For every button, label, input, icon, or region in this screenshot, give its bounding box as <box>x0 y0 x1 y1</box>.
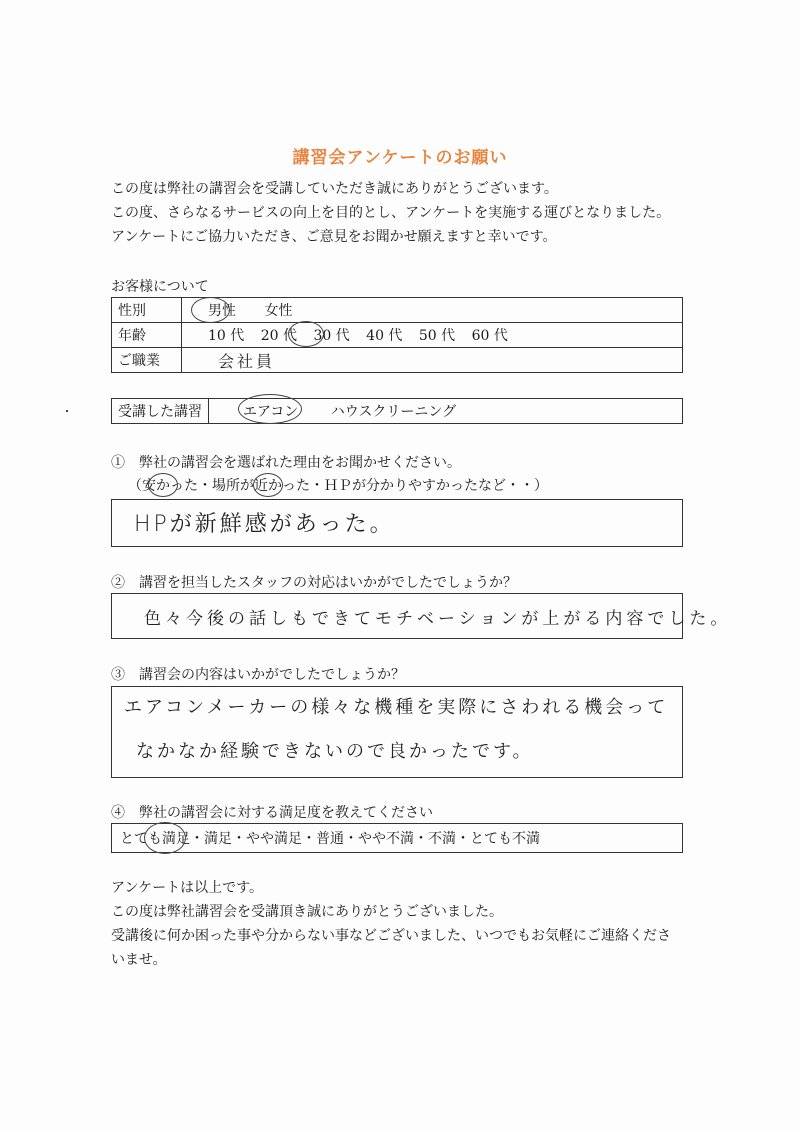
selected-age-circle <box>288 321 324 347</box>
q4-options-box[interactable] <box>111 823 683 853</box>
closing-line: 受講後に何か困った事や分からない事などございました、いつでもお気軽にご連絡くださ <box>111 928 671 944</box>
closing-line: アンケートは以上です。 <box>111 880 264 896</box>
closing-line: この度は弊社講習会を受講頂き誠にありがとうございました。 <box>111 904 503 920</box>
closing-text <box>111 876 711 972</box>
q2-question: ② 講習を担当したスタッフの対応はいかがでしたでしょうか？ <box>111 575 517 591</box>
customer-heading: お客様について <box>111 279 209 295</box>
age-option[interactable]: 10 代 <box>208 328 245 344</box>
gender-options[interactable] <box>182 298 683 323</box>
age-option[interactable]: 60 代 <box>471 328 508 344</box>
intro-line: この度は弊社の講習会を受講していただき誠にありがとうございます。 <box>111 181 558 197</box>
age-options[interactable] <box>182 323 683 348</box>
selected-gender-circle <box>191 297 230 323</box>
q4-options[interactable]: とても満足・満足・やや満足・普通・やや不満・不満・とても不満 <box>120 831 540 847</box>
course-option[interactable]: ハウスクリーニング <box>330 404 457 420</box>
q1-answer-box[interactable] <box>111 499 683 547</box>
age-option[interactable]: 30 代 <box>313 328 350 344</box>
page-title: 講習会アンケートのお願い <box>292 148 508 168</box>
age-option[interactable]: 50 代 <box>418 328 456 344</box>
q3-question: ③ 講習会の内容はいかがでしたでしょうか？ <box>111 667 405 683</box>
q3-answer-line: エアコンメーカーの様々な機種を実際にさわれる機会って <box>124 697 669 718</box>
job-label: ご職業 <box>112 348 182 373</box>
job-answer-cell[interactable] <box>182 348 683 373</box>
q3-answer-line: なかなか経験できないので良かったです。 <box>136 741 534 762</box>
intro-line: この度、さらなるサービスの向上を目的とし、アンケートを実施する運びとなりました。 <box>111 205 671 221</box>
course-table <box>111 398 683 424</box>
gender-option[interactable]: 男性 <box>208 303 236 319</box>
course-label: 受講した講習 <box>112 399 209 424</box>
gender-option[interactable]: 女性 <box>264 303 293 319</box>
age-label: 年齢 <box>112 323 182 348</box>
closing-line: いませ。 <box>111 952 167 968</box>
q3-answer-box[interactable] <box>111 686 683 778</box>
q2-answer: 色々今後の話しもできてモチベーションが上がる内容でした。 <box>144 609 732 629</box>
job-answer: 会社員 <box>218 351 276 371</box>
hint-circle <box>253 473 283 497</box>
q2-answer-box[interactable] <box>111 593 732 639</box>
job-row <box>112 348 683 373</box>
scan-speck <box>66 410 68 412</box>
gender-label: 性別 <box>112 298 182 323</box>
age-row <box>112 323 683 348</box>
intro-text <box>111 177 711 249</box>
age-option[interactable]: 20 代 <box>260 328 297 344</box>
age-option[interactable]: 40 代 <box>366 328 403 344</box>
q1-hint: （安かった・場所が近かった・ＨＰが分かりやすかったなど・・） <box>128 478 548 494</box>
selected-satisfaction-circle <box>144 822 186 854</box>
selected-course-circle <box>238 394 302 424</box>
q1-answer: HPが新鮮感があった。 <box>134 512 395 537</box>
hint-circle <box>148 473 178 497</box>
course-row <box>112 399 683 424</box>
q4-question: ④ 弊社の講習会に対する満足度を教えてください <box>111 805 433 821</box>
course-option[interactable]: エアコン <box>243 404 299 420</box>
intro-line: アンケートにご協力いただき、ご意見をお聞かせ願えますと幸いです。 <box>111 229 557 245</box>
q1-question: ① 弊社の講習会を選ばれた理由をお聞かせください。 <box>111 455 461 471</box>
